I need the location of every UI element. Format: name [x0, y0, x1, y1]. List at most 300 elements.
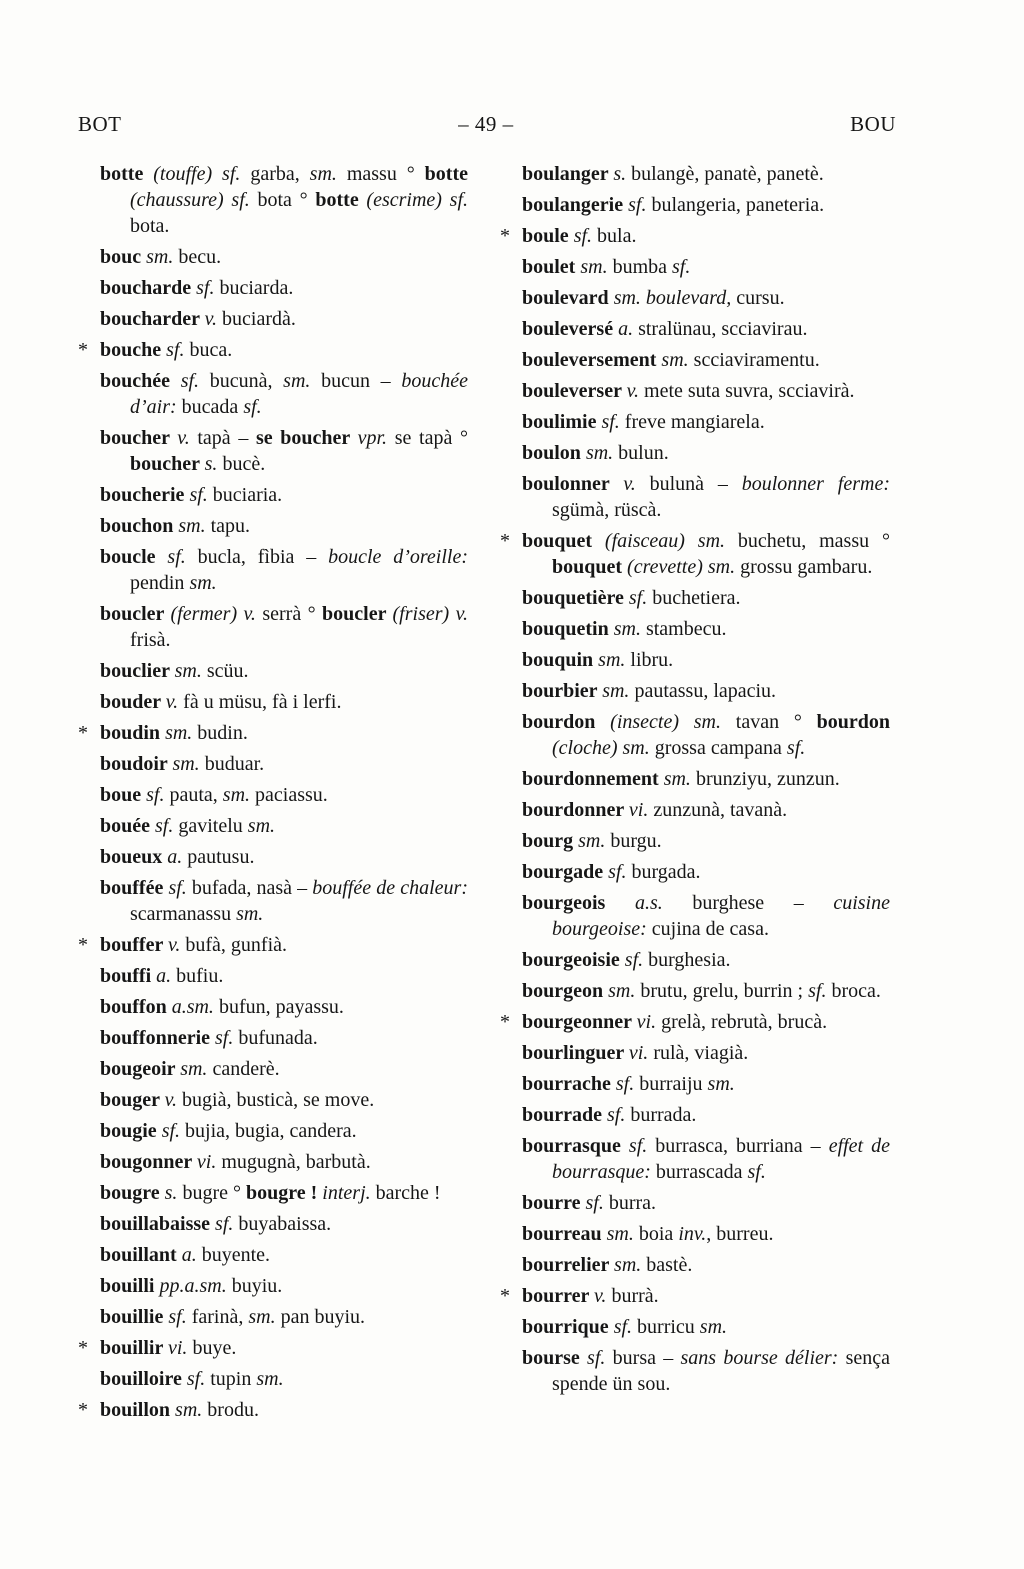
translation-segment: burghesia.: [648, 949, 731, 971]
italic-segment: a.sm.: [171, 996, 219, 1018]
dictionary-entry: [100, 368, 468, 420]
italic-segment: v.: [594, 1285, 612, 1307]
italic-segment: sm.: [256, 1368, 284, 1390]
italic-segment: sm. boulevard,: [613, 287, 737, 309]
left-column: [78, 161, 468, 1428]
headword-segment: bouclier: [100, 660, 175, 682]
dictionary-entry: [500, 528, 890, 580]
italic-segment: sm.: [283, 370, 322, 392]
headword-segment: bouillant: [100, 1244, 182, 1266]
dictionary-entry: [100, 1366, 468, 1392]
italic-segment: sf.: [607, 1104, 631, 1126]
translation-segment: libru.: [630, 649, 674, 671]
dictionary-entry: [522, 192, 890, 218]
italic-segment: effet de bourrasque:: [552, 1135, 890, 1183]
asterisk-marker: *: [78, 934, 88, 956]
translation-segment: bulunà –: [649, 473, 742, 495]
dictionary-entry: [522, 766, 890, 792]
translation-segment: scciaviramentu.: [693, 349, 820, 371]
dictionary-entry: [522, 1345, 890, 1397]
asterisk-marker: *: [78, 722, 88, 744]
headword-segment: bouffonnerie: [100, 1027, 215, 1049]
italic-segment: s.: [204, 453, 223, 475]
translation-segment: burrada.: [630, 1104, 697, 1126]
headword-segment: bougie: [100, 1120, 162, 1142]
dictionary-entry: [522, 1221, 890, 1247]
dictionary-entry: [100, 844, 468, 870]
italic-segment: sm.: [236, 903, 264, 925]
dictionary-entry: [522, 797, 890, 823]
headword-segment: bouchée: [100, 370, 181, 392]
dictionary-entry: [522, 161, 890, 187]
headword-segment: boudin: [100, 722, 166, 744]
translation-segment: budin.: [197, 722, 248, 744]
dictionary-entry: [522, 828, 890, 854]
headword-segment: bouffer: [100, 934, 168, 956]
italic-segment: (cloche) sm.: [552, 737, 655, 759]
headword-segment: bouche: [100, 339, 167, 361]
italic-segment: sf.: [615, 1073, 640, 1095]
columns-container: [78, 161, 896, 1428]
translation-segment: freve mangiarela.: [624, 411, 765, 433]
dictionary-entry: [100, 1304, 468, 1330]
dictionary-entry: [100, 1025, 468, 1051]
translation-segment: pautusu.: [187, 846, 255, 868]
italic-segment: sf.: [155, 815, 179, 837]
dictionary-entry: [522, 378, 890, 404]
headword-segment: boulon: [522, 442, 586, 464]
headword-segment: bouger: [100, 1089, 165, 1111]
translation-segment: mete suta suvra, scciavirà.: [644, 380, 855, 402]
translation-segment: burra.: [608, 1192, 657, 1214]
translation-segment: becu.: [178, 246, 222, 268]
italic-segment: pp.a.sm.: [159, 1275, 232, 1297]
translation-segment: pautassu, lapaciu.: [634, 680, 777, 702]
headword-segment: bourdonnement: [522, 768, 664, 790]
headword-segment: bourdon: [816, 711, 891, 733]
headword-segment: bouquet: [552, 556, 628, 578]
headword-segment: bourdon: [522, 711, 611, 733]
headword-segment: bouquin: [522, 649, 599, 671]
asterisk-marker: *: [78, 1337, 88, 1359]
translation-segment: buciardà.: [222, 308, 296, 330]
translation-segment: bucunà,: [209, 370, 284, 392]
translation-segment: grelà, rebrutà, brucà.: [661, 1011, 828, 1033]
italic-segment: (faisceau) sm.: [604, 530, 738, 552]
italic-segment: vi.: [628, 1042, 654, 1064]
headword-segment: bouillir: [100, 1337, 168, 1359]
translation-segment: pendin: [130, 572, 190, 594]
italic-segment: sm.: [146, 246, 179, 268]
headword-segment: bourse: [522, 1347, 588, 1369]
dictionary-entry: [100, 1273, 468, 1299]
headword-segment: boule: [522, 225, 574, 247]
italic-segment: (chaussure) sf.: [130, 189, 258, 211]
dictionary-entry: [100, 782, 468, 808]
dictionary-entry: [522, 316, 890, 342]
headword-segment: bouquetière: [522, 587, 629, 609]
italic-segment: s.: [164, 1182, 183, 1204]
headword-segment: bourrade: [522, 1104, 607, 1126]
dictionary-entry: [522, 1133, 890, 1185]
translation-segment: farinà,: [191, 1306, 249, 1328]
italic-segment: sm.: [707, 1073, 735, 1095]
italic-segment: (escrime) sf.: [366, 189, 469, 211]
headword-segment: boucharder: [100, 308, 205, 330]
italic-segment: a.: [156, 965, 177, 987]
headword-segment: botte: [315, 189, 367, 211]
italic-segment: a.: [618, 318, 639, 340]
headword-segment: bourg: [522, 830, 579, 852]
italic-segment: sf.: [585, 1192, 609, 1214]
headword-segment: bougeoir: [100, 1058, 181, 1080]
translation-segment: rulà, viagià.: [653, 1042, 749, 1064]
translation-segment: buca.: [189, 339, 233, 361]
headword-segment: bouquetin: [522, 618, 614, 640]
asterisk-marker: *: [500, 530, 510, 552]
italic-segment: inv.: [678, 1223, 707, 1245]
dictionary-entry: [100, 306, 468, 332]
headword-segment: boucherie: [100, 484, 190, 506]
translation-segment: buchetiera.: [652, 587, 741, 609]
translation-segment: bufun, payassu.: [218, 996, 344, 1018]
italic-segment: (friser) v.: [392, 603, 468, 625]
italic-segment: sm.: [699, 1316, 728, 1338]
dictionary-entry: [100, 689, 468, 715]
translation-segment: stralünau, scciavirau.: [638, 318, 808, 340]
right-column: [500, 161, 890, 1428]
italic-segment: sm.: [248, 1306, 281, 1328]
dictionary-entry: [100, 1211, 468, 1237]
translation-segment: brunziyu, zunzun.: [695, 768, 840, 790]
headword-segment: bouchon: [100, 515, 179, 537]
dictionary-entry: [522, 859, 890, 885]
translation-segment: bugre °: [182, 1182, 246, 1204]
italic-segment: vpr.: [357, 427, 395, 449]
headword-segment: bouleverser: [522, 380, 627, 402]
dictionary-entry: [522, 471, 890, 523]
dictionary-entry: [522, 347, 890, 373]
italic-segment: sm.: [178, 515, 211, 537]
dictionary-entry: [78, 337, 468, 363]
translation-segment: burricu: [637, 1316, 700, 1338]
headword-segment: bouillon: [100, 1399, 176, 1421]
italic-segment: s.: [613, 163, 632, 185]
headword-segment: bourrique: [522, 1316, 614, 1338]
headword-segment: bourrache: [522, 1073, 616, 1095]
italic-segment: sf.: [166, 339, 190, 361]
translation-segment: bastè.: [646, 1254, 693, 1276]
dictionary-entry: [522, 678, 890, 704]
asterisk-marker: *: [500, 225, 510, 247]
translation-segment: bulangè, panatè, panetè.: [631, 163, 824, 185]
headword-segment: se boucher: [255, 427, 358, 449]
dictionary-entry: [522, 285, 890, 311]
headword-segment: boulonner: [522, 473, 624, 495]
translation-segment: burgada.: [631, 861, 701, 883]
translation-segment: se tapà °: [394, 427, 468, 449]
italic-segment: sf.: [624, 949, 649, 971]
headword-segment: bourreau: [522, 1223, 607, 1245]
italic-segment: sm.: [172, 753, 205, 775]
italic-segment: sf.: [186, 1368, 211, 1390]
dictionary-entry: [522, 1314, 890, 1340]
translation-segment: buye.: [192, 1337, 237, 1359]
headword-segment: bougonner: [100, 1151, 197, 1173]
translation-segment: tapu.: [210, 515, 251, 537]
header-left-word: BOT: [78, 112, 122, 136]
headword-segment: bourre: [522, 1192, 586, 1214]
italic-segment: sf.: [167, 546, 198, 568]
italic-segment: sm.: [175, 1399, 208, 1421]
headword-segment: bourrasque: [522, 1135, 629, 1157]
italic-segment: v.: [626, 380, 645, 402]
dictionary-entry: [100, 161, 468, 239]
italic-segment: sm.: [602, 680, 635, 702]
headword-segment: boucher: [100, 427, 178, 449]
dictionary-entry: [522, 890, 890, 942]
headword-segment: bourgeon: [522, 980, 609, 1002]
italic-segment: sm.: [189, 572, 217, 594]
dictionary-entry: [100, 513, 468, 539]
asterisk-marker: *: [78, 339, 88, 361]
italic-segment: sf.: [628, 587, 653, 609]
italic-segment: boulonner ferme:: [741, 473, 890, 495]
headword-segment: bouée: [100, 815, 155, 837]
translation-segment: , burreu.: [706, 1223, 774, 1245]
translation-segment: burraiju: [639, 1073, 708, 1095]
headword-segment: boulevard: [522, 287, 614, 309]
headword-segment: bourrer: [522, 1285, 595, 1307]
headword-segment: bouilli: [100, 1275, 160, 1297]
translation-segment: buyente.: [201, 1244, 271, 1266]
dictionary-entry: [100, 1149, 468, 1175]
headword-segment: boulanger: [522, 163, 614, 185]
headword-segment: boudoir: [100, 753, 173, 775]
italic-segment: sm.: [606, 1223, 639, 1245]
dictionary-entry: [522, 947, 890, 973]
italic-segment: sm.: [580, 256, 613, 278]
translation-segment: bufada, nasà –: [191, 877, 313, 899]
translation-segment: broca.: [831, 980, 881, 1002]
italic-segment: vi.: [196, 1151, 222, 1173]
dictionary-entry: [100, 875, 468, 927]
translation-segment: grossa campana: [654, 737, 787, 759]
translation-segment: burghese –: [692, 892, 834, 914]
headword-segment: bouilloire: [100, 1368, 187, 1390]
translation-segment: buciaria.: [212, 484, 283, 506]
headword-segment: bourgade: [522, 861, 609, 883]
dictionary-entry: [100, 482, 468, 508]
translation-segment: gavitelu: [178, 815, 248, 837]
dictionary-entry: [100, 544, 468, 596]
headword-segment: boucler: [100, 603, 171, 625]
translation-segment: boia: [638, 1223, 679, 1245]
translation-segment: burrasca, burriana –: [655, 1135, 829, 1157]
italic-segment: (crevette) sm.: [627, 556, 741, 578]
headword-segment: bouffon: [100, 996, 172, 1018]
dictionary-entry: [100, 275, 468, 301]
italic-segment: sf.: [196, 277, 220, 299]
dictionary-entry: [522, 1190, 890, 1216]
headword-segment: boucher: [130, 453, 205, 475]
italic-segment: (insecte) sm.: [610, 711, 736, 733]
translation-segment: bula.: [597, 225, 637, 247]
dictionary-entry: [78, 1335, 468, 1361]
dictionary-entry: [100, 751, 468, 777]
asterisk-marker: *: [78, 1399, 88, 1421]
dictionary-entry: [100, 1056, 468, 1082]
translation-segment: buyiu.: [231, 1275, 283, 1297]
italic-segment: sf.: [168, 1306, 192, 1328]
headword-segment: bouillie: [100, 1306, 169, 1328]
page-header: [78, 112, 896, 137]
translation-segment: grossu gambaru.: [740, 556, 873, 578]
headword-segment: bougre !: [245, 1182, 323, 1204]
asterisk-marker: *: [500, 1011, 510, 1033]
dictionary-entry: [522, 709, 890, 761]
italic-segment: sf.: [672, 256, 691, 278]
translation-segment: garba,: [250, 163, 310, 185]
dictionary-entry: [100, 658, 468, 684]
headword-segment: bourgeoisie: [522, 949, 625, 971]
translation-segment: burgu.: [610, 830, 662, 852]
translation-segment: buduar.: [204, 753, 265, 775]
italic-segment: sf.: [808, 980, 832, 1002]
translation-segment: zunzunà, tavanà.: [653, 799, 788, 821]
italic-segment: sm.: [222, 784, 256, 806]
italic-segment: sf.: [168, 877, 192, 899]
dictionary-entry: [522, 1252, 890, 1278]
headword-segment: boucler: [322, 603, 393, 625]
dictionary-entry: [78, 932, 468, 958]
dictionary-entry: [78, 1397, 468, 1423]
dictionary-entry: [522, 616, 890, 642]
headword-segment: boucharde: [100, 277, 197, 299]
dictionary-entry: [500, 223, 890, 249]
dictionary-entry: [100, 1118, 468, 1144]
dictionary-entry: [100, 963, 468, 989]
dictionary-entry: [100, 601, 468, 653]
italic-segment: sf.: [146, 784, 170, 806]
dictionary-entry: [100, 244, 468, 270]
headword-segment: bourdonner: [522, 799, 629, 821]
headword-segment: bougre: [100, 1182, 165, 1204]
headword-segment: bouleversé: [522, 318, 619, 340]
dictionary-entry: [522, 254, 890, 280]
translation-segment: tupin: [210, 1368, 257, 1390]
dictionary-entry: [100, 425, 468, 477]
headword-segment: boulimie: [522, 411, 602, 433]
headword-segment: boulet: [522, 256, 581, 278]
translation-segment: burrà.: [611, 1285, 659, 1307]
headword-segment: boue: [100, 784, 147, 806]
translation-segment: buyabaissa.: [238, 1213, 332, 1235]
translation-segment: sgümà, rüscà.: [552, 499, 662, 521]
italic-segment: v.: [204, 308, 223, 330]
italic-segment: a.s.: [634, 892, 693, 914]
dictionary-entry: [100, 1242, 468, 1268]
headword-segment: bourgeois: [522, 892, 635, 914]
page-number: – 49 –: [458, 112, 514, 136]
headword-segment: boulangerie: [522, 194, 629, 216]
italic-segment: sf.: [613, 1316, 638, 1338]
headword-segment: bouffi: [100, 965, 157, 987]
translation-segment: bursa –: [612, 1347, 681, 1369]
headword-segment: bouc: [100, 246, 147, 268]
italic-segment: interj.: [322, 1182, 376, 1204]
italic-segment: sf.: [215, 1213, 239, 1235]
dictionary-entry: [78, 720, 468, 746]
dictionary-entry: [100, 1087, 468, 1113]
italic-segment: a.: [167, 846, 188, 868]
translation-segment: bucla, fìbia –: [197, 546, 329, 568]
translation-segment: bulangeria, paneteria.: [651, 194, 825, 216]
dictionary-entry: [500, 1283, 890, 1309]
translation-segment: bota.: [130, 215, 170, 237]
italic-segment: sm.: [608, 980, 641, 1002]
dictionary-entry: [100, 994, 468, 1020]
dictionary-entry: [522, 978, 890, 1004]
dictionary-entry: [100, 813, 468, 839]
translation-segment: bumba: [612, 256, 673, 278]
italic-segment: vi.: [168, 1337, 193, 1359]
translation-segment: brodu.: [207, 1399, 259, 1421]
italic-segment: sf.: [215, 1027, 239, 1049]
translation-segment: brutu, grelu, burrin ;: [640, 980, 809, 1002]
headword-segment: bourgeonner: [522, 1011, 637, 1033]
translation-segment: fà u müsu, fà i lerfi.: [183, 691, 342, 713]
dictionary-entry: [522, 440, 890, 466]
italic-segment: sans bourse délier:: [680, 1347, 846, 1369]
dictionary-entry: [522, 585, 890, 611]
italic-segment: v.: [165, 691, 184, 713]
dictionary-entry: [500, 1009, 890, 1035]
italic-segment: boucle d’oreille:: [328, 546, 468, 568]
italic-segment: v.: [167, 934, 186, 956]
translation-segment: bucada: [181, 396, 244, 418]
translation-segment: pauta,: [169, 784, 223, 806]
italic-segment: sm.: [614, 1254, 647, 1276]
italic-segment: bouchée d’air:: [130, 370, 468, 418]
italic-segment: (touffe) sf.: [153, 163, 251, 185]
translation-segment: serrà °: [262, 603, 323, 625]
dictionary-entry: [100, 1180, 468, 1206]
headword-segment: bouquet: [522, 530, 605, 552]
dictionary-entry: [522, 409, 890, 435]
italic-segment: cuisine bourgeoise:: [552, 892, 890, 940]
italic-segment: sm.: [578, 830, 611, 852]
headword-segment: botte: [100, 163, 154, 185]
italic-segment: v.: [623, 473, 650, 495]
italic-segment: sf.: [628, 1135, 656, 1157]
headword-segment: bouleversement: [522, 349, 662, 371]
italic-segment: v.: [164, 1089, 183, 1111]
translation-segment: stambecu.: [645, 618, 727, 640]
headword-segment: bouillabaisse: [100, 1213, 216, 1235]
headword-segment: bourbier: [522, 680, 603, 702]
translation-segment: bufunada.: [238, 1027, 318, 1049]
translation-segment: buciarda.: [219, 277, 294, 299]
header-right-word: BOU: [850, 112, 896, 136]
italic-segment: sf.: [180, 370, 210, 392]
italic-segment: sf.: [747, 1161, 766, 1183]
headword-segment: bouffée: [100, 877, 169, 899]
translation-segment: paciassu.: [255, 784, 328, 806]
italic-segment: sm.: [585, 442, 619, 464]
italic-segment: sm.: [174, 660, 207, 682]
translation-segment: bucè.: [222, 453, 266, 475]
